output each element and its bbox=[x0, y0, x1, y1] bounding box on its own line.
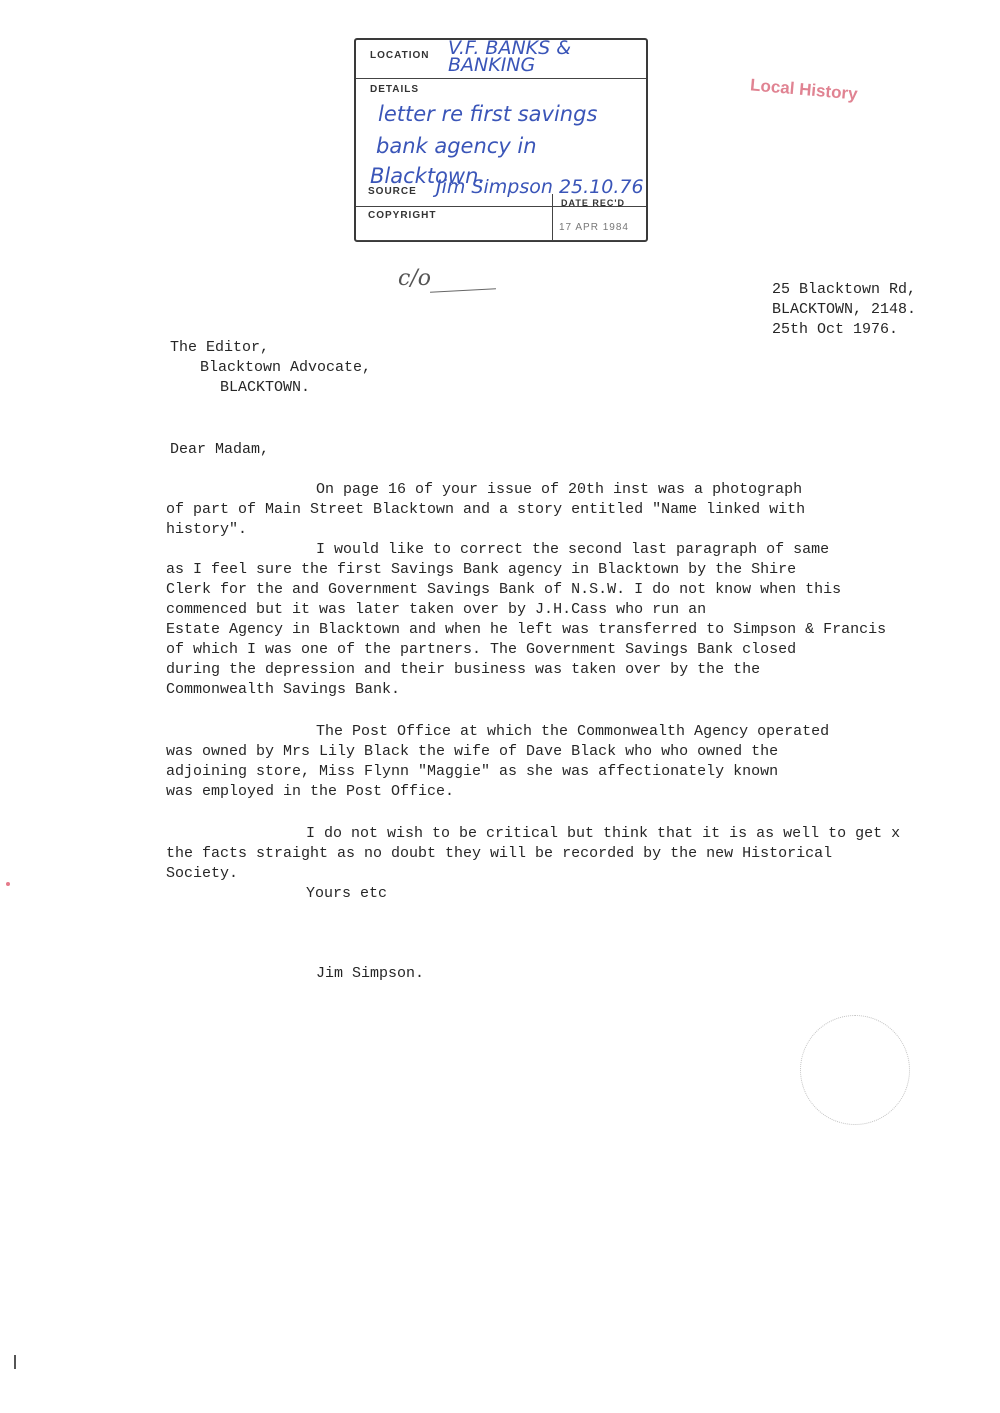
date-received-box bbox=[552, 194, 645, 240]
stamp-location-row bbox=[356, 37, 646, 79]
handwritten-initials: c/o bbox=[398, 266, 431, 291]
details-line-3: Blacktown. bbox=[370, 164, 486, 188]
sender-address bbox=[772, 280, 916, 340]
letter-date: 25th Oct 1976. bbox=[772, 321, 899, 338]
paragraph-line: I would like to correct the second last paragraph of same bbox=[316, 541, 830, 558]
address-line: BLACKTOWN, 2148. bbox=[772, 301, 917, 318]
paragraph-line: during the depression and their business was taken over by the the bbox=[166, 661, 761, 678]
faded-seal bbox=[800, 1015, 910, 1125]
paragraph-line: Clerk for the and Government Savings Bank of N.S.W. I do not know when this bbox=[166, 581, 842, 598]
recipient-line: BLACKTOWN. bbox=[220, 379, 311, 396]
paragraph-line: the facts straight as no doubt they will be recorded by the new Historical bbox=[166, 845, 833, 862]
local-history-stamp: Local History bbox=[749, 75, 859, 104]
paragraph-line: I do not wish to be critical but think that it is as well to get x bbox=[306, 825, 901, 842]
paragraph-line: commenced but it was later taken over by J.H.Cass who run an bbox=[166, 601, 707, 618]
recipient-line: Blacktown Advocate, bbox=[200, 359, 372, 376]
details-line-2: bank agency in bbox=[376, 134, 537, 158]
location-label: LOCATION bbox=[370, 50, 430, 61]
copyright-label: COPYRIGHT bbox=[368, 210, 437, 221]
paragraph-line: On page 16 of your issue of 20th inst was a photograph bbox=[316, 481, 803, 498]
location-value: V.F. BANKS & BANKING bbox=[448, 37, 572, 76]
recipient-line: The Editor, bbox=[170, 339, 270, 356]
paragraph-line: of which I was one of the partners. The Government Savings Bank closed bbox=[166, 641, 797, 658]
margin-mark bbox=[6, 882, 10, 886]
details-label: DETAILS bbox=[370, 84, 420, 95]
source-label: SOURCE bbox=[368, 186, 417, 197]
margin-tick bbox=[14, 1355, 16, 1369]
source-value: Jim Simpson 25.10.76 bbox=[436, 176, 644, 198]
paragraph-line: of part of Main Street Blacktown and a story entitled "Name linked with bbox=[166, 501, 806, 518]
date-received-value: 17 APR 1984 bbox=[559, 222, 629, 233]
address-line: 25 Blacktown Rd, bbox=[772, 281, 917, 298]
date-received-label: DATE REC'D bbox=[561, 198, 625, 208]
recipient-address bbox=[170, 338, 371, 398]
closing: Yours etc bbox=[306, 885, 388, 902]
initials-underline bbox=[430, 288, 496, 292]
paragraph-3 bbox=[166, 722, 976, 802]
signature: Jim Simpson. bbox=[316, 965, 425, 982]
paragraph-line: history". bbox=[166, 521, 248, 538]
archive-stamp bbox=[354, 38, 648, 242]
stamp-details-row bbox=[356, 78, 646, 207]
salutation: Dear Madam, bbox=[170, 441, 270, 458]
paragraph-4 bbox=[166, 824, 976, 884]
paragraph-2 bbox=[166, 540, 976, 700]
paragraph-line: Commonwealth Savings Bank. bbox=[166, 681, 401, 698]
paragraph-line: adjoining store, Miss Flynn "Maggie" as she was affectionately known bbox=[166, 763, 779, 780]
paragraph-line: The Post Office at which the Commonwealth Agency operated bbox=[316, 723, 830, 740]
paragraph-line: was owned by Mrs Lily Black the wife of Dave Black who who owned the bbox=[166, 743, 779, 760]
paragraph-line: Estate Agency in Blacktown and when he left was transferred to Simpson & Francis bbox=[166, 621, 887, 638]
paragraph-line: was employed in the Post Office. bbox=[166, 783, 455, 800]
paragraph-line: Society. bbox=[166, 865, 239, 882]
paragraph-line: as I feel sure the first Savings Bank agency in Blacktown by the Shire bbox=[166, 561, 797, 578]
paragraph-1 bbox=[166, 480, 976, 540]
details-line-1: letter re first savings bbox=[378, 102, 598, 126]
